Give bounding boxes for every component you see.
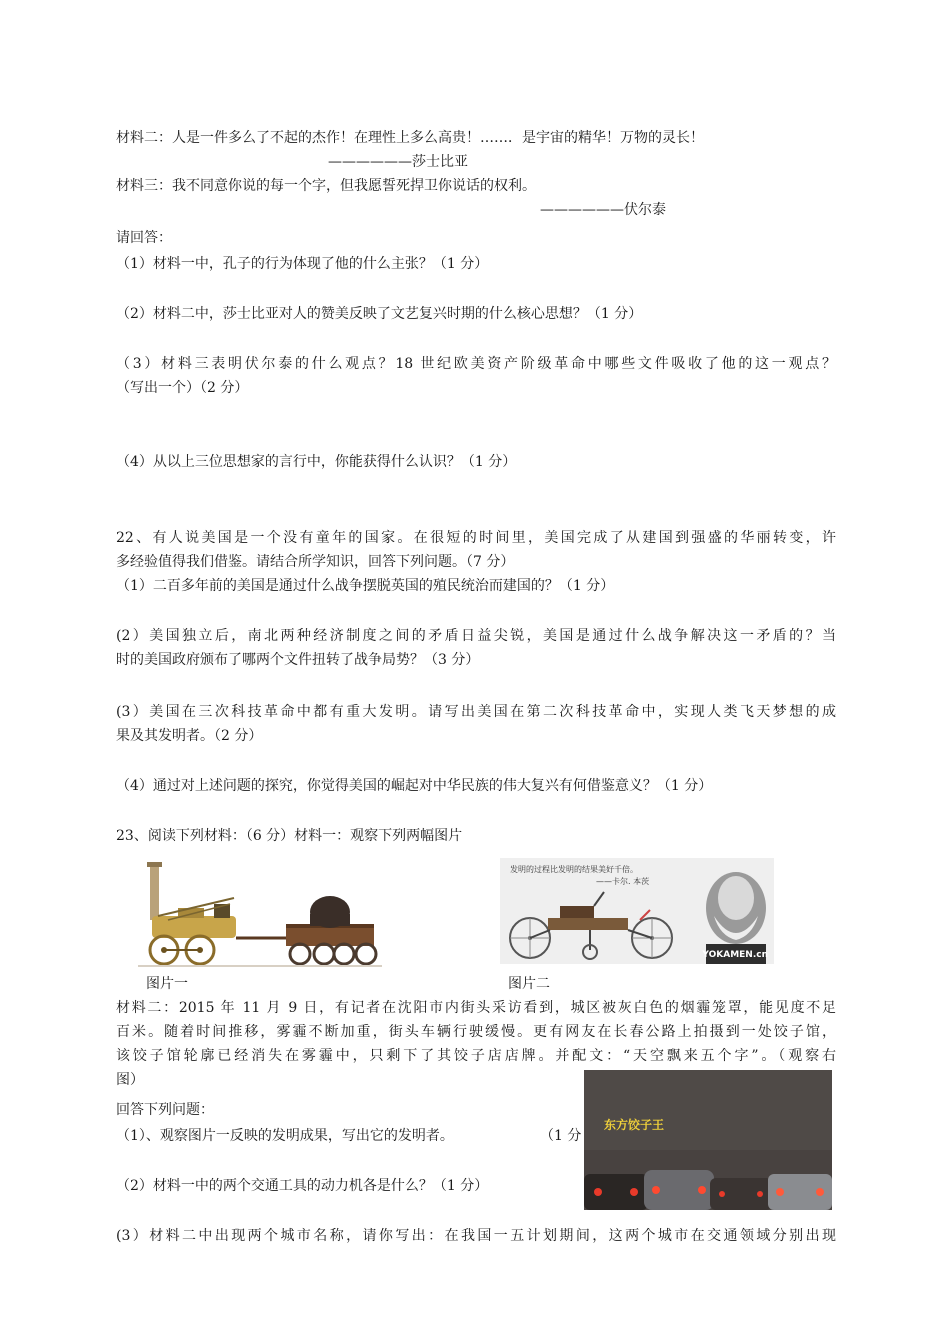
material-three-text: 材料三：我不同意你说的每一个字，但我愿誓死捍卫你说话的权利。 <box>116 178 536 194</box>
image-benz-attribution: ——卡尔. 本茨 <box>596 877 650 886</box>
caption-image-two: 图片二 <box>508 976 550 992</box>
smog-traffic-illustration <box>584 1070 832 1210</box>
dumpling-shop-sign: 东方饺子王 <box>604 1118 665 1132</box>
q21-part2: （2）材料二中，莎士比亚对人的赞美反映了文艺复兴时期的什么核心思想？（1 分） <box>116 306 643 322</box>
q22-part2-line1: (2）美国独立后，南北两种经济制度之间的矛盾日益尖锐，美国是通过什么战争解决这一矛盾的？当 <box>116 628 836 644</box>
q23-prompt: 回答下列问题： <box>116 1102 214 1118</box>
q23-material-two-line2: 百米。随着时间推移，雾霾不断加重，街头车辆行驶缓慢。更有网友在长春公路上拍摄到一处饺子馆， <box>116 1024 836 1040</box>
material-three-source: ——————伏尔泰 <box>540 202 666 218</box>
q21-part4: （4）从以上三位思想家的言行中，你能获得什么认识？（1 分） <box>116 454 517 470</box>
q23-part2: （2）材料一中的两个交通工具的动力机各是什么？（1 分） <box>116 1178 489 1194</box>
q23-material-two-line3: 该饺子馆轮廓已经消失在雾霾中，只剩下了其饺子店店牌。并配文：“天空飘来五个字”。（观察右 <box>116 1048 836 1064</box>
q21-part3-line1: （3）材料三表明伏尔泰的什么观点？18 世纪欧美资产阶级革命中哪些文件吸收了他的这一观点？ <box>116 356 836 372</box>
q21-prompt: 请回答： <box>116 230 172 246</box>
caption-image-one: 图片一 <box>146 976 188 992</box>
image-benz-watermark: YOKAMEN.cn <box>702 950 768 960</box>
q22-part3-line1: (3）美国在三次科技革命中都有重大发明。请写出美国在第二次科技革命中，实现人类飞天梦想的成 <box>116 704 836 720</box>
q22-part1: （1）二百多年前的美国是通过什么战争摆脱英国的殖民统治而建国的？（1 分） <box>116 578 615 594</box>
locomotive-illustration <box>138 858 382 970</box>
q23-part1: （1）、观察图片一反映的发明成果，写出它的发明者。 <box>116 1128 454 1144</box>
q21-part3-line2: （写出一个）（2 分） <box>116 380 249 396</box>
q23-intro: 23、阅读下列材料：（6 分）材料一：观察下列两幅图片 <box>116 828 463 844</box>
q22-part3-line2: 果及其发明者。（2 分） <box>116 728 263 744</box>
image-benz-quote: 发明的过程比发明的结果美好千倍。 <box>510 865 638 874</box>
q22-part2-line2: 时的美国政府颁布了哪两个文件扭转了战争局势？（3 分） <box>116 652 480 668</box>
q23-part1-score: （1 分 <box>540 1128 582 1144</box>
material-two-source: ——————莎士比亚 <box>328 154 468 170</box>
q22-part4: （4）通过对上述问题的探究，你觉得美国的崛起对中华民族的伟大复兴有何借鉴意义？（1 分） <box>116 778 713 794</box>
q23-part3: (3）材料二中出现两个城市名称，请你写出：在我国一五计划期间，这两个城市在交通领域分别出现 <box>116 1228 836 1244</box>
q21-part1: （1）材料一中，孔子的行为体现了他的什么主张？（1 分） <box>116 256 489 272</box>
image-locomotive <box>138 858 382 970</box>
q23-material-two-line4: 图） <box>116 1072 144 1088</box>
q23-material-two-line1: 材料二：2015 年 11 月 9 日，有记者在沈阳市内街头采访看到，城区被灰白色的烟霾笼罩，能见度不足 <box>116 1000 836 1016</box>
material-two-text: 材料二：人是一件多么了不起的杰作！在理性上多么高贵！……．是宇宙的精华！万物的灵长！ <box>116 130 704 146</box>
image-smog-street <box>584 1070 832 1210</box>
q22-intro-line2: 多经验值得我们借鉴。请结合所学知识，回答下列问题。（7 分） <box>116 554 515 570</box>
q22-intro-line1: 22、有人说美国是一个没有童年的国家。在很短的时间里，美国完成了从建国到强盛的华丽转变，许 <box>116 530 836 546</box>
image-benz-car <box>500 858 774 964</box>
